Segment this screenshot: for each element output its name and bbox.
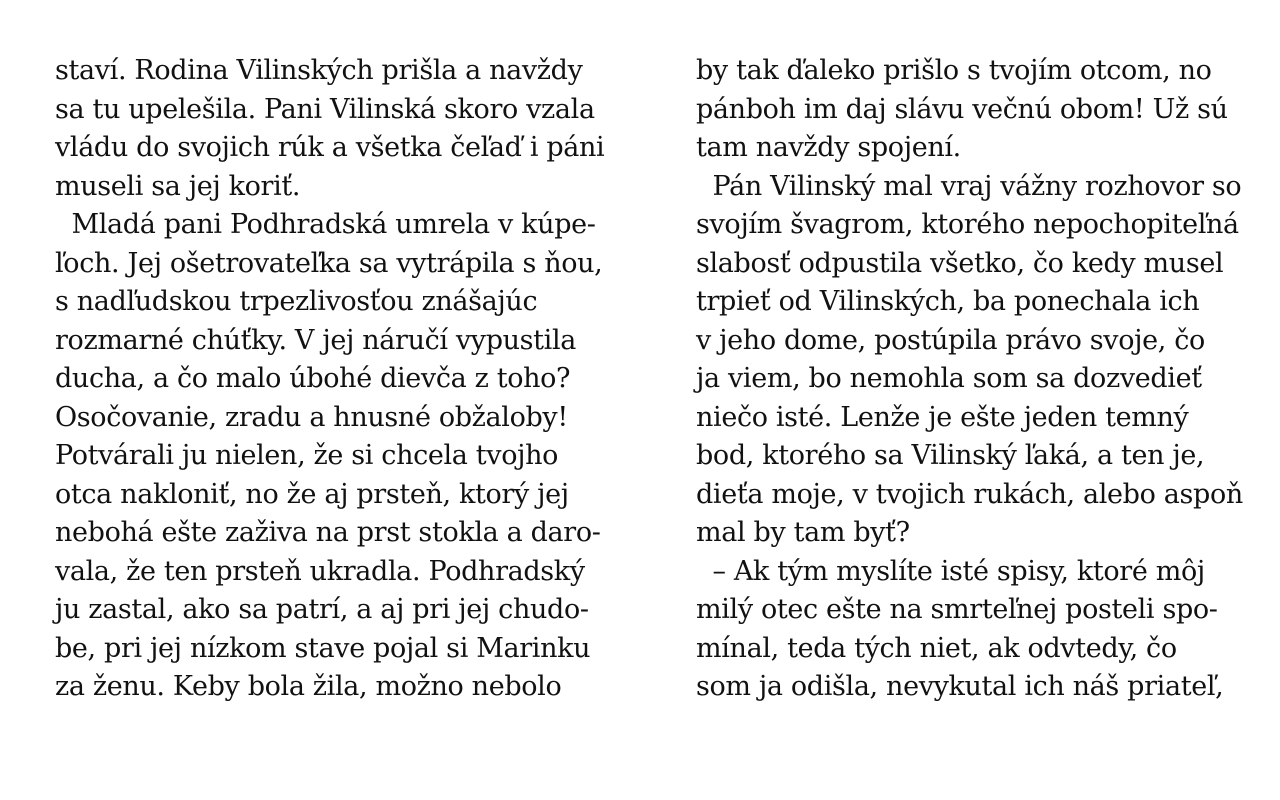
text-line: Osočovanie, zradu a hnusné obžaloby! [55, 401, 568, 433]
text-line: otca nakloniť, no že aj prsteň, ktorý jej [55, 478, 569, 510]
text-line: ľoch. Jej ošetrovateľka sa vytrápila s ňou, [55, 247, 603, 279]
text-line: za ženu. Keby bola žila, možno nebolo [55, 671, 562, 702]
text-line: be, pri jej nízkom stave pojal si Marinku [55, 632, 591, 664]
text-line: svojím švagrom, ktorého nepochopiteľná [696, 209, 1239, 240]
text-line: s nadľudskou trpezlivosťou znášajúc [55, 286, 538, 317]
text-line: by tak ďaleko prišlo s tvojím otcom, no [696, 55, 1212, 86]
text-line: ducha, a čo malo úbohé dievča z toho? [55, 363, 571, 394]
text-line: ja viem, bo nemohla som sa dozvedieť [696, 363, 1202, 394]
text-line: milý otec ešte na smrteľnej posteli spo- [696, 594, 1218, 625]
text-line: vládu do svojich rúk a všetka čeľaď i páni [55, 132, 605, 163]
text-line: – Ak tým myslíte isté spisy, ktoré môj [696, 555, 1205, 587]
text-line: sa tu upelešila. Pani Vilinská skoro vzala [55, 93, 595, 125]
text-line: v jeho dome, postúpila právo svoje, čo [696, 324, 1205, 356]
left-page-text [55, 52, 615, 707]
text-line: vala, že ten prsteň ukradla. Podhradský [55, 555, 585, 587]
text-line: museli sa jej koriť. [55, 170, 301, 202]
text-line: ju zastal, ako sa patrí, a aj pri jej chudo- [55, 594, 589, 625]
text-line: bod, ktorého sa Vilinský ľaká, a ten je, [696, 440, 1205, 471]
text-line: Mladá pani Podhradská umrela v kúpe- [55, 209, 596, 240]
right-page-text [696, 52, 1256, 707]
text-line: som ja odišla, nevykutal ich náš priateľ, [696, 671, 1224, 702]
text-line: Potvárali ju nielen, že si chcela tvojho [55, 440, 559, 471]
text-line: trpieť od Vilinských, ba ponechala ich [696, 286, 1200, 317]
text-line: tam navždy spojení. [696, 132, 961, 163]
text-line: rozmarné chúťky. V jej náručí vypustila [55, 324, 576, 356]
text-line: mínal, teda tých niet, ak odvtedy, čo [696, 632, 1177, 664]
text-line: mal by tam byť? [696, 517, 910, 548]
text-line: Pán Vilinský mal vraj vážny rozhovor so [696, 170, 1242, 202]
text-line: dieťa moje, v tvojich rukách, alebo aspoň [696, 478, 1243, 510]
text-line: niečo isté. Lenže je ešte jeden temný [696, 401, 1189, 433]
text-line: pánboh im daj slávu večnú obom! Už sú [696, 93, 1228, 125]
text-line: nebohá ešte zaživa na prst stokla a daro- [55, 517, 601, 548]
text-line: staví. Rodina Vilinských prišla a navždy [55, 55, 583, 86]
text-line: slabosť odpustila všetko, čo kedy musel [696, 247, 1224, 279]
